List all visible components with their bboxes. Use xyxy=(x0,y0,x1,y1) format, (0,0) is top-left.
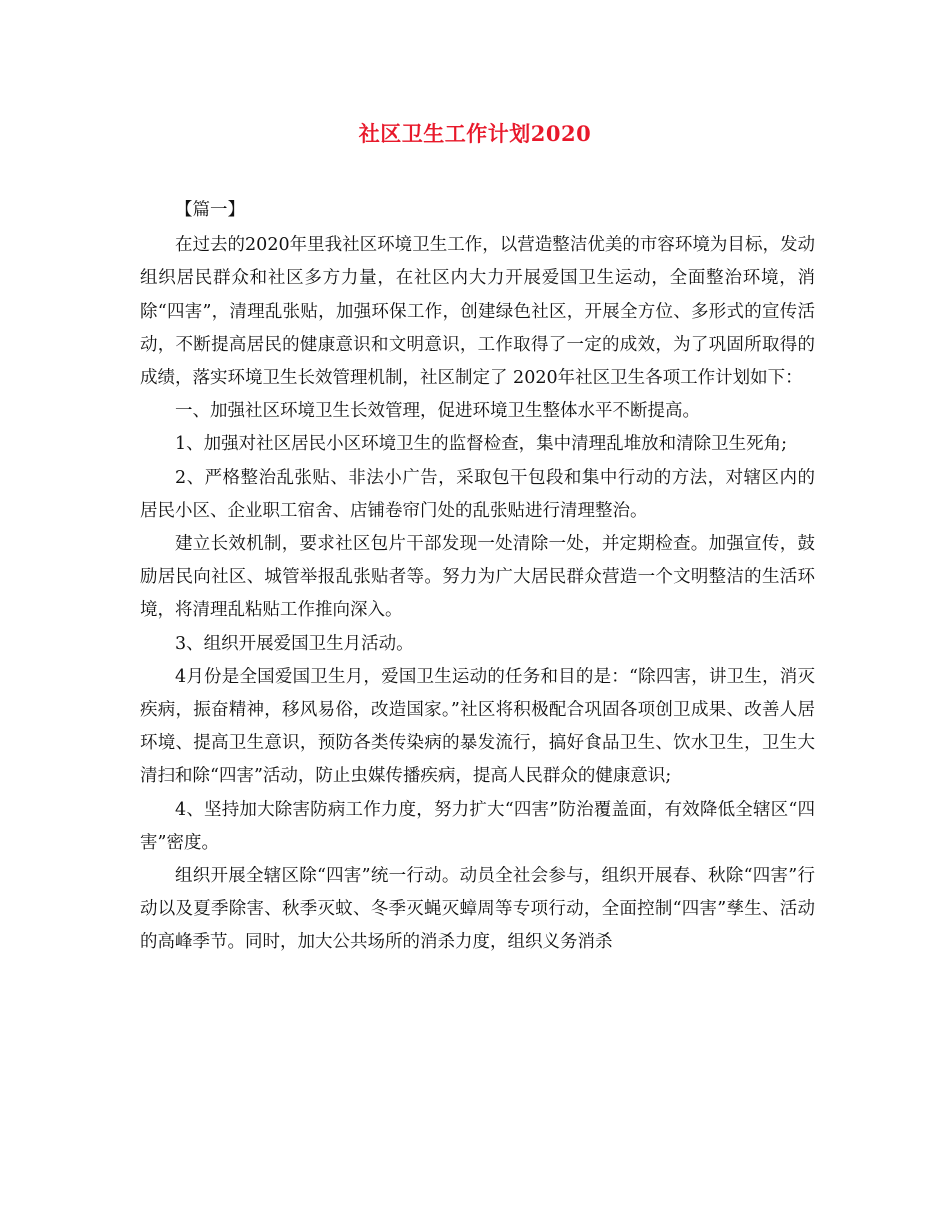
paragraph-item-4: 4、坚持加大除害防病工作力度，努力扩大“四害”防治覆盖面，有效降低全辖区“四害”密度。 xyxy=(140,799,815,853)
section-label: 【篇一】 xyxy=(175,200,245,220)
paragraph-mechanism: 建立长效机制，要求社区包片干部发现一处清除一处，并定期检查。加强宣传，鼓励居民向社区、城管举报乱张贴者等。努力为广大居民群众营造一个文明整洁的生活环境，将清理乱粘贴工作推向深入。 xyxy=(140,534,815,621)
document-body xyxy=(140,192,815,960)
paragraph-intro: 在过去的2020年里我社区环境卫生工作，以营造整洁优美的市容环境为目标，发动组织居民群众和社区多方力量，在社区内大力开展爱国卫生运动，全面整治环境，消除“四害”，清理乱张贴，加强环保工作，创建绿色社区，开展全方位、多形式的宣传活动，不断提高居民的健康意识和文明意识，工作取得了一定的成效，为了巩固所取得的成绩，落实环境卫生长效管理机制，社区制定了 2020年社区卫生各项工作计划如下： xyxy=(140,235,815,389)
paragraph-april: 4月份是全国爱国卫生月，爱国卫生运动的任务和目的是：“除四害，讲卫生，消灭疾病，振奋精神，移风易俗，改造国家。”社区将积极配合巩固各项创卫成果、改善人居环境、提高卫生意识，预防各类传染病的暴发流行，搞好食品卫生、饮水卫生，卫生大清扫和除“四害”活动，防止虫媒传播疾病，提高人民群众的健康意识; xyxy=(140,666,815,787)
paragraph-campaign: 组织开展全辖区除“四害”统一行动。动员全社会参与，组织开展春、秋除“四害”行动以及夏季除害、秋季灭蚊、冬季灭蝇灭蟑周等专项行动，全面控制“四害”孳生、活动的高峰季节。同时，加大公共场所的消杀力度，组织义务消杀 xyxy=(140,866,815,953)
paragraph-item-1: 1、加强对社区居民小区环境卫生的监督检查，集中清理乱堆放和清除卫生死角; xyxy=(175,434,788,455)
paragraph-item-3: 3、组织开展爱国卫生月活动。 xyxy=(175,633,414,654)
page-title: 社区卫生工作计划2020 xyxy=(358,121,592,146)
paragraph-item-2: 2、严格整治乱张贴、非法小广告，采取包干包段和集中行动的方法，对辖区内的居民小区、企业职工宿舍、店铺卷帘门处的乱张贴进行清理整治。 xyxy=(140,467,815,521)
paragraph-section-1: 一、加强社区环境卫生长效管理，促进环境卫生整体水平不断提高。 xyxy=(175,401,700,422)
